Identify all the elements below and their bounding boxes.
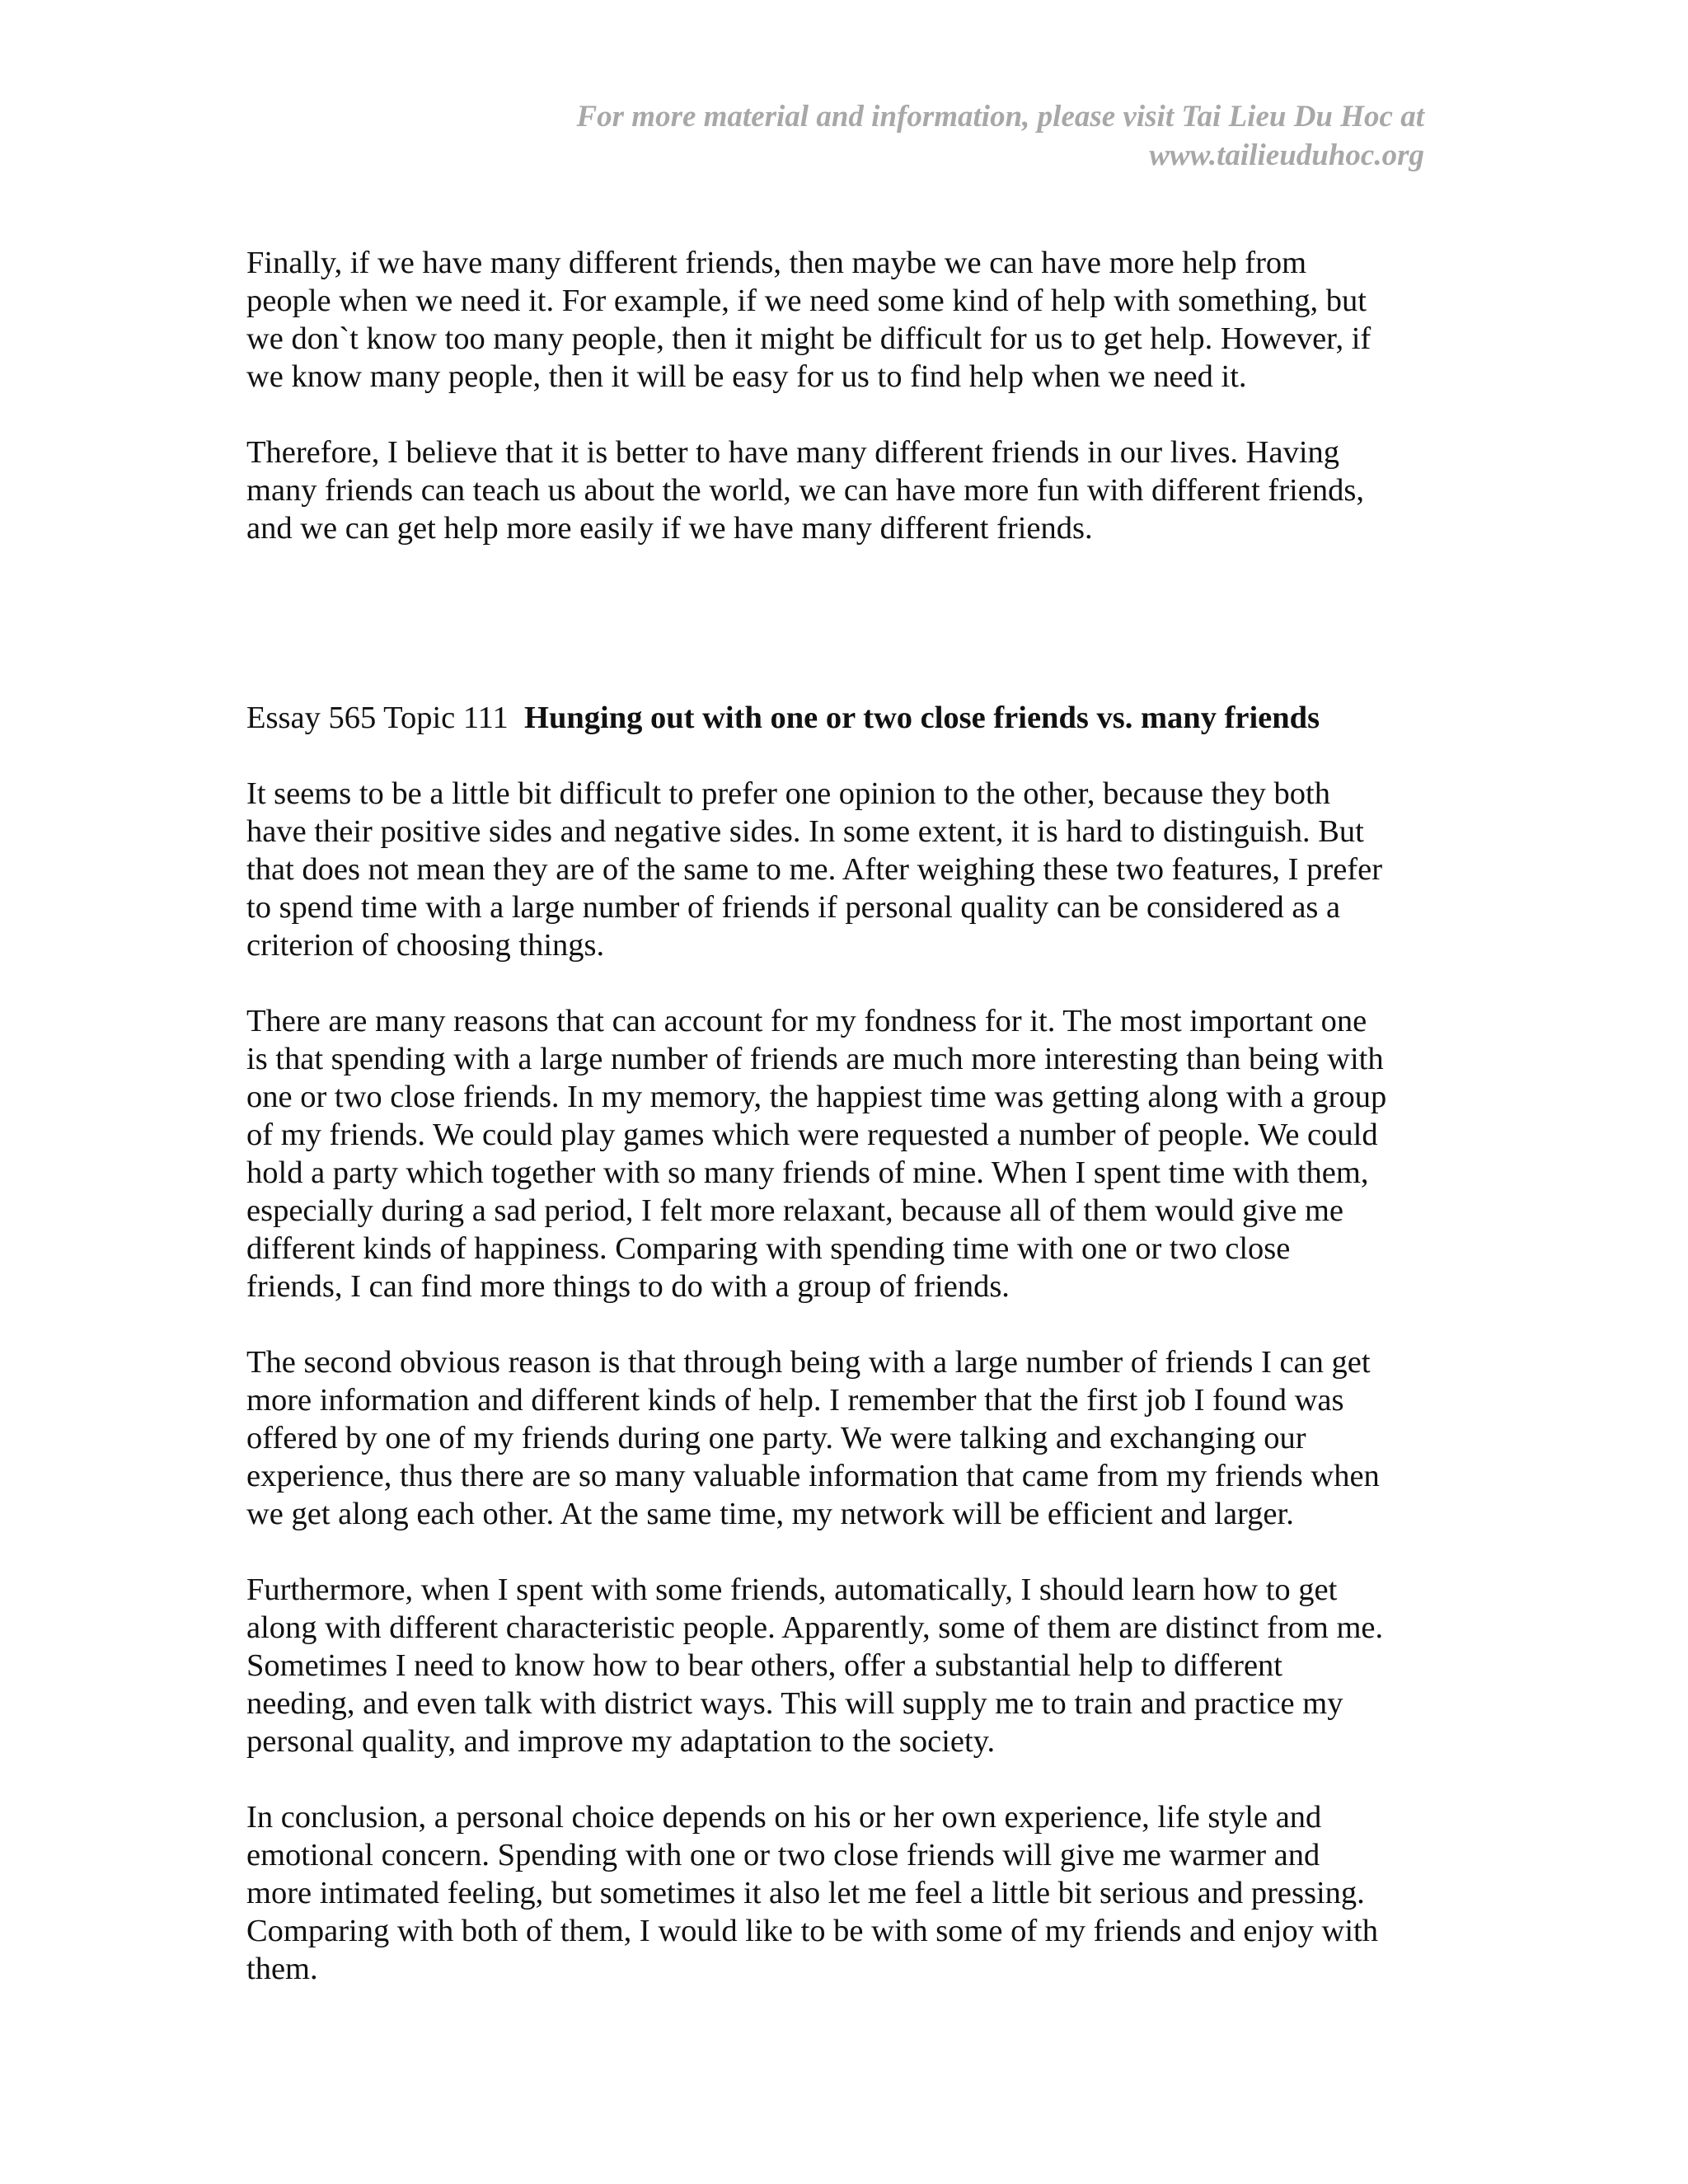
text-line: Finally, if we have many different friends, then maybe we can have more help from (246, 246, 1307, 280)
text-line: them. (246, 1952, 318, 1986)
text-line: we get along each other. At the same time, my network will be efficient and larger. (246, 1497, 1294, 1531)
text-line: Furthermore, when I spent with some friends, automatically, I should learn how to get (246, 1572, 1338, 1607)
page-header (353, 97, 1424, 175)
text-line: to spend time with a large number of friends if personal quality can be considered as a (246, 890, 1341, 925)
text-line: friends, I can find more things to do with a group of friends. (246, 1269, 1010, 1304)
text-line: of my friends. We could play games which were requested a number of people. We could (246, 1118, 1378, 1152)
text-line: we know many people, then it will be easy for us to find help when we need it. (246, 359, 1247, 394)
paragraph-third-reason (246, 1571, 1433, 1760)
text-line: Therefore, I believe that it is better to have many different friends in our lives. Having (246, 435, 1340, 470)
text-line: more information and different kinds of help. I remember that the first job I found was (246, 1383, 1344, 1418)
header-website: www.tailieuduhoc.org (1149, 138, 1424, 172)
text-line: emotional concern. Spending with one or two close friends will give me warmer and (246, 1838, 1320, 1872)
text-line: different kinds of happiness. Comparing with spending time with one or two close (246, 1231, 1291, 1266)
document-body (246, 244, 1433, 1988)
text-line: hold a party which together with so many friends of mine. When I spent time with them, (246, 1155, 1369, 1190)
text-line: needing, and even talk with district ways. This will supply me to train and practice my (246, 1686, 1343, 1721)
text-line: have their positive sides and negative sides. In some extent, it is hard to distinguish. But (246, 814, 1364, 849)
text-line: It seems to be a little bit difficult to prefer one opinion to the other, because they both (246, 776, 1330, 811)
paragraph-first-reason (246, 1002, 1433, 1305)
text-line: is that spending with a large number of friends are much more interesting than being with (246, 1042, 1384, 1076)
text-line: people when we need it. For example, if we need some kind of help with something, but (246, 284, 1367, 318)
essay-title: Hunging out with one or two close friends vs. many friends (524, 701, 1320, 735)
text-line: In conclusion, a personal choice depends on his or her own experience, life style and (246, 1800, 1322, 1835)
essay-label: Essay 565 Topic 111 (246, 701, 509, 735)
text-line: one or two close friends. In my memory, the happiest time was getting along with a group (246, 1080, 1387, 1114)
text-line: and we can get help more easily if we have many different friends. (246, 511, 1093, 546)
text-line: especially during a sad period, I felt more relaxant, because all of them would give me (246, 1193, 1343, 1228)
text-line: more intimated feeling, but sometimes it also let me feel a little bit serious and pressing. (246, 1876, 1365, 1910)
paragraph-introduction (246, 775, 1433, 964)
text-line: There are many reasons that can account for my fondness for it. The most important one (246, 1004, 1367, 1038)
essay-heading (246, 699, 1433, 737)
header-line-1: For more material and information, please visit Tai Lieu Du Hoc at (576, 100, 1424, 134)
text-line: Comparing with both of them, I would like to be with some of my friends and enjoy with (246, 1914, 1378, 1948)
text-line: The second obvious reason is that through being with a large number of friends I can get (246, 1345, 1371, 1380)
paragraph-conclusion (246, 1798, 1433, 1988)
paragraph-help-from-friends (246, 244, 1433, 396)
text-line: personal quality, and improve my adaptation to the society. (246, 1724, 996, 1759)
text-line: along with different characteristic people. Apparently, some of them are distinct from me. (246, 1610, 1384, 1645)
text-line: Sometimes I need to know how to bear others, offer a substantial help to different (246, 1648, 1283, 1683)
text-line: criterion of choosing things. (246, 928, 605, 963)
paragraph-conclusion-first-essay (246, 434, 1433, 547)
text-line: that does not mean they are of the same to me. After weighing these two features, I prefer (246, 852, 1383, 887)
text-line: offered by one of my friends during one party. We were talking and exchanging our (246, 1421, 1306, 1455)
paragraph-second-reason (246, 1343, 1433, 1533)
text-line: many friends can teach us about the world, we can have more fun with different friends, (246, 473, 1364, 508)
text-line: we don`t know too many people, then it might be difficult for us to get help. However, if (246, 321, 1372, 356)
text-line: experience, thus there are so many valuable information that came from my friends when (246, 1459, 1380, 1493)
